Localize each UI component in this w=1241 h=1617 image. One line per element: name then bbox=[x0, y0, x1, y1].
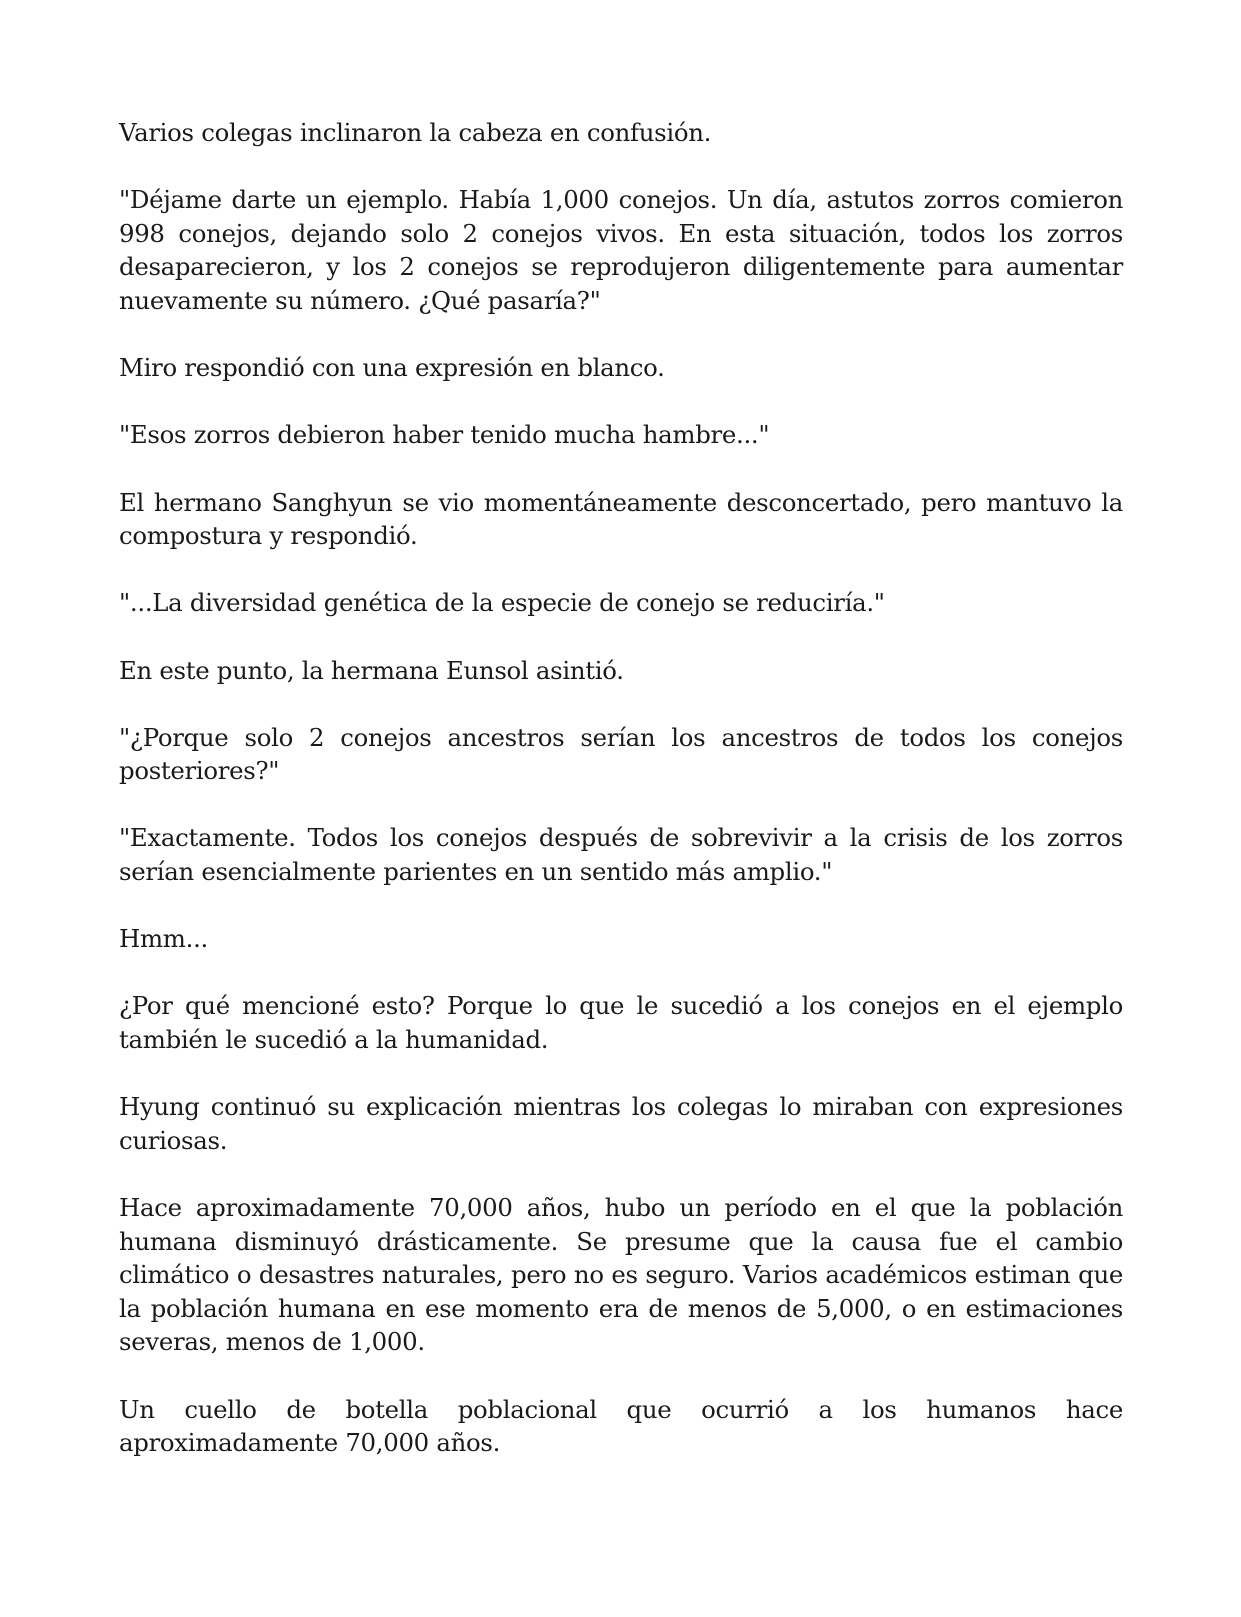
paragraph: En este punto, la hermana Eunsol asintió. bbox=[119, 655, 624, 685]
paragraph: El hermano Sanghyun se vio momentáneamente desconcertado, pero mantuvo la compostura y respondió. bbox=[119, 487, 1123, 551]
paragraph: Miro respondió con una expresión en blanco. bbox=[119, 353, 665, 383]
paragraph: Varios colegas inclinaron la cabeza en confusión. bbox=[119, 118, 712, 147]
paragraph: "...La diversidad genética de la especie de conejo se reduciría." bbox=[119, 588, 885, 618]
paragraph: Un cuello de botella poblacional que ocurrió a los humanos hace aproximadamente 70,000 años. bbox=[119, 1394, 1123, 1458]
paragraph: "Déjame darte un ejemplo. Había 1,000 conejos. Un día, astutos zorros comieron 998 conejos, dejando solo 2 conejos vivos. En esta situación, todos los zorros desaparecieron, y los 2 conejos se reprodujeron diligentemente para aumentar nuevamente su número. ¿Qué pasaría?" bbox=[119, 185, 1123, 315]
paragraph: "Exactamente. Todos los conejos después de sobrevivir a la crisis de los zorros serían esencialmente parientes en un sentido más amplio." bbox=[119, 823, 1123, 887]
paragraph: ¿Por qué mencioné esto? Porque lo que le sucedió a los conejos en el ejemplo también le sucedió a la humanidad. bbox=[119, 991, 1123, 1055]
paragraph: Hmm... bbox=[119, 924, 208, 954]
document-body bbox=[119, 116, 1123, 1493]
paragraph: "Esos zorros debieron haber tenido mucha hambre..." bbox=[119, 420, 770, 450]
paragraph: Hace aproximadamente 70,000 años, hubo un período en el que la población humana disminuyó drásticamente. Se presume que la causa fue el cambio climático o desastres naturales, pero no es seguro. Varios académicos estiman que la población humana en ese momento era de menos de 5,000, o en estimaciones severas, menos de 1,000. bbox=[119, 1193, 1123, 1357]
paragraph: Hyung continuó su explicación mientras los colegas lo miraban con expresiones curiosas. bbox=[119, 1092, 1123, 1155]
paragraph: "¿Porque solo 2 conejos ancestros serían los ancestros de todos los conejos posteriores?" bbox=[119, 722, 1123, 786]
